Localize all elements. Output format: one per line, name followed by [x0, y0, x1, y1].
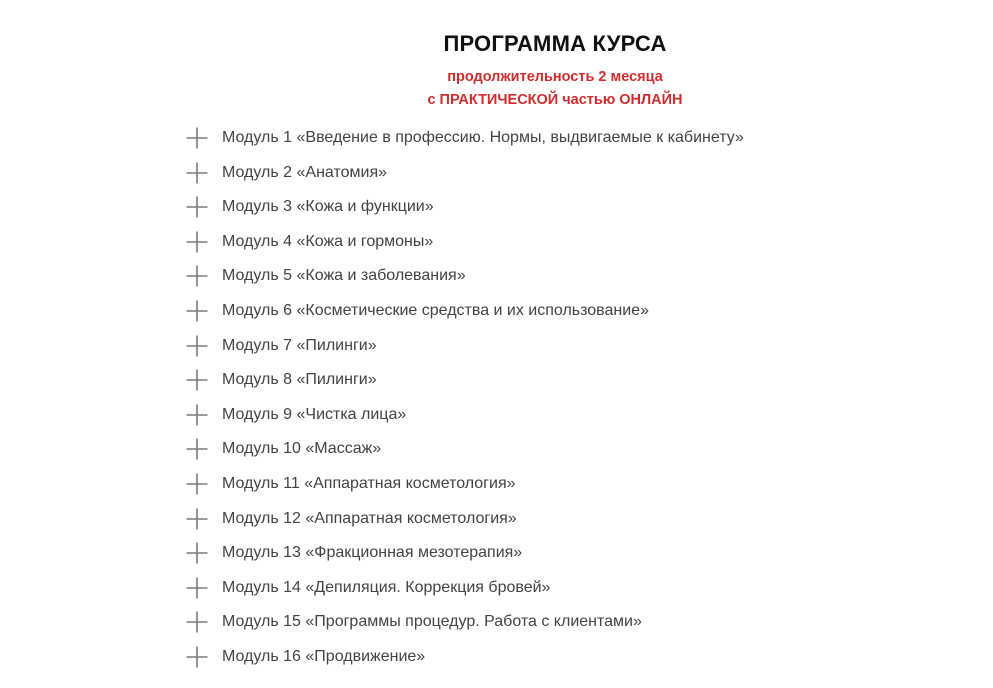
plus-icon[interactable] — [186, 300, 208, 322]
plus-icon[interactable] — [186, 438, 208, 460]
module-accordion-item[interactable] — [186, 300, 744, 322]
module-label: Модуль 7 «Пилинги» — [222, 336, 377, 354]
module-accordion-item[interactable] — [186, 646, 744, 668]
subtitle-line-practice: с ПРАКТИЧЕСКОЙ частью ОНЛАЙН — [427, 92, 683, 108]
module-accordion-item[interactable] — [186, 542, 744, 564]
plus-icon[interactable] — [186, 335, 208, 357]
plus-icon[interactable] — [186, 196, 208, 218]
module-label: Модуль 2 «Анатомия» — [222, 163, 387, 181]
module-accordion-item[interactable] — [186, 335, 744, 357]
page-title: ПРОГРАММА КУРСА — [443, 31, 667, 56]
module-accordion-item[interactable] — [186, 127, 744, 149]
plus-icon[interactable] — [186, 162, 208, 184]
module-accordion-item[interactable] — [186, 611, 744, 633]
module-label: Модуль 14 «Депиляция. Коррекция бровей» — [222, 578, 551, 596]
module-label: Модуль 6 «Косметические средства и их использование» — [222, 301, 649, 319]
plus-icon[interactable] — [186, 404, 208, 426]
module-accordion-item[interactable] — [186, 438, 744, 460]
module-accordion-list — [186, 127, 744, 681]
plus-icon[interactable] — [186, 577, 208, 599]
module-label: Модуль 11 «Аппаратная косметология» — [222, 474, 516, 492]
plus-icon[interactable] — [186, 369, 208, 391]
module-label: Модуль 9 «Чистка лица» — [222, 405, 407, 423]
module-label: Модуль 16 «Продвижение» — [222, 647, 426, 665]
module-accordion-item[interactable] — [186, 196, 744, 218]
plus-icon[interactable] — [186, 127, 208, 149]
plus-icon[interactable] — [186, 542, 208, 564]
plus-icon[interactable] — [186, 646, 208, 668]
module-label: Модуль 4 «Кожа и гормоны» — [222, 232, 434, 250]
module-label: Модуль 10 «Массаж» — [222, 440, 382, 458]
module-label: Модуль 1 «Введение в профессию. Нормы, выдвигаемые к кабинету» — [222, 129, 744, 146]
course-duration-subtitle — [186, 66, 924, 112]
module-accordion-item[interactable] — [186, 577, 744, 599]
plus-icon[interactable] — [186, 473, 208, 495]
module-accordion-item[interactable] — [186, 404, 744, 426]
section-header — [186, 31, 924, 112]
module-label: Модуль 5 «Кожа и заболевания» — [222, 267, 466, 285]
module-accordion-item[interactable] — [186, 473, 744, 495]
module-accordion-item[interactable] — [186, 162, 744, 184]
module-label: Модуль 15 «Программы процедур. Работа с клиентами» — [222, 613, 642, 631]
module-label: Модуль 13 «Фракционная мезотерапия» — [222, 544, 523, 562]
module-accordion-item[interactable] — [186, 508, 744, 530]
module-accordion-item[interactable] — [186, 369, 744, 391]
module-label: Модуль 12 «Аппаратная косметология» — [222, 509, 517, 527]
plus-icon[interactable] — [186, 508, 208, 530]
module-accordion-item[interactable] — [186, 265, 744, 287]
module-accordion-item[interactable] — [186, 231, 744, 253]
plus-icon[interactable] — [186, 231, 208, 253]
module-label: Модуль 8 «Пилинги» — [222, 371, 377, 389]
plus-icon[interactable] — [186, 611, 208, 633]
plus-icon[interactable] — [186, 265, 208, 287]
subtitle-line-duration: продолжительность 2 месяца — [447, 69, 663, 85]
module-label: Модуль 3 «Кожа и функции» — [222, 198, 434, 216]
